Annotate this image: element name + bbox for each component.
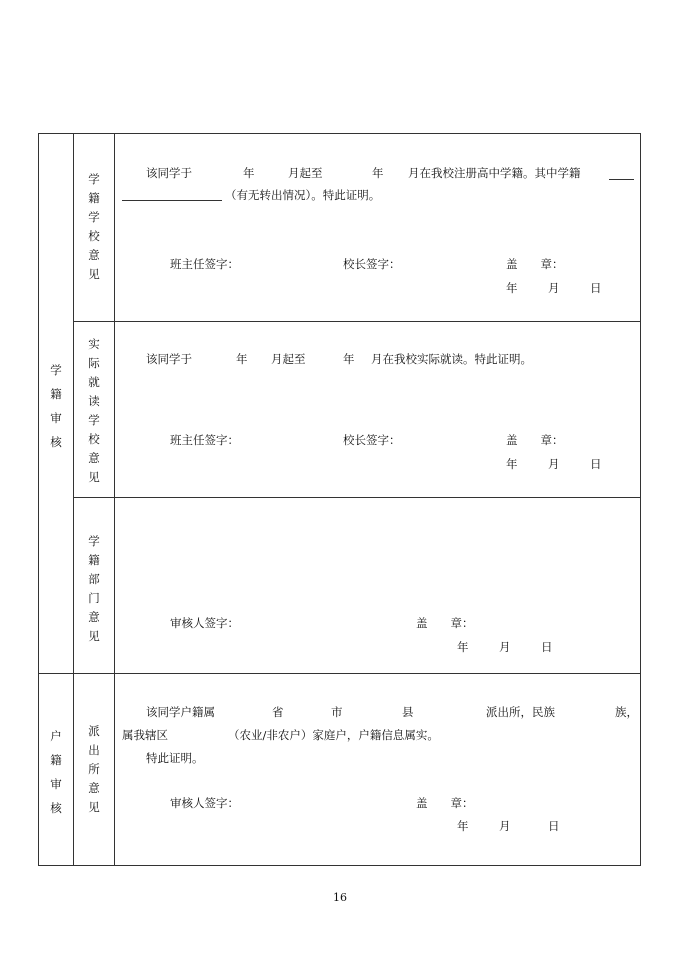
r4-text-city: 市 [331,705,343,719]
r2-text-year-2: 年 [343,352,355,366]
r1-blank-line-1[interactable] [609,179,634,180]
r2-text-classmate-from: 该同学于 [146,352,192,366]
r1-text-registered: 月在我校注册高中学籍。其中学籍 [408,166,581,180]
r3-sig-reviewer: 审核人签字： [170,616,239,630]
r4-date-day: 日 [548,819,560,833]
row-divider-2 [73,497,641,498]
table-border-top [38,133,641,134]
r1-date-month: 月 [548,281,560,295]
row-label-enrollment-dept-opinion: 学 籍 部 门 意 见 [88,534,100,643]
row-label-enrollment-school-opinion: 学 籍 学 校 意 见 [88,172,100,281]
column-divider-2 [114,133,115,866]
r3-date-year: 年 [457,640,469,654]
r4-date-month: 月 [499,819,511,833]
row-label-police-station-opinion: 派 出 所 意 见 [88,724,100,814]
r4-text-certify: 特此证明。 [146,751,204,765]
r2-text-month-until: 月起至 [271,352,306,366]
page-number: 16 [333,891,347,904]
row-divider-1 [73,321,641,322]
r4-text-ethnic-group: 族， [615,705,638,719]
r2-date-year: 年 [506,457,518,471]
r4-text-household-type: （农业/非农户）家庭户，户籍信息属实。 [228,728,439,742]
r1-text-year-2: 年 [372,166,384,180]
r4-date-year: 年 [457,819,469,833]
r4-text-jurisdiction: 属我辖区 [122,728,168,742]
section-divider [38,673,641,674]
r1-sig-principal: 校长签字： [343,257,401,271]
r2-text-year-1: 年 [236,352,248,366]
r1-seal: 盖 章： [506,257,564,271]
r4-text-police-ethnicity: 派出所，民族 [486,705,555,719]
r1-date-year: 年 [506,281,518,295]
column-divider-1 [73,133,74,866]
r2-seal: 盖 章： [506,433,564,447]
r1-sig-head-teacher: 班主任签字： [170,257,239,271]
table-border-left [38,133,39,866]
r4-text-county: 县 [402,705,414,719]
r2-date-month: 月 [548,457,560,471]
table-border-right [640,133,641,866]
r2-date-day: 日 [590,457,602,471]
table-border-bottom [38,865,641,866]
row-label-actual-school-opinion: 实 际 就 读 学 校 意 见 [88,337,100,484]
r3-seal: 盖 章： [416,616,474,630]
section-label-household-review: 户 籍 审 核 [50,729,62,815]
r4-seal: 盖 章： [416,796,474,810]
r1-blank-line-2[interactable] [122,200,222,201]
r1-text-classmate-from: 该同学于 [146,166,192,180]
r1-text-year-1: 年 [243,166,255,180]
r3-date-day: 日 [541,640,553,654]
r1-text-transfer-note: （有无转出情况）。特此证明。 [225,188,381,202]
r1-text-month-until: 月起至 [288,166,323,180]
r4-sig-reviewer: 审核人签字： [170,796,239,810]
r3-date-month: 月 [499,640,511,654]
r2-sig-head-teacher: 班主任签字： [170,433,239,447]
r2-sig-principal: 校长签字： [343,433,401,447]
r4-text-province: 省 [272,705,284,719]
r1-date-day: 日 [590,281,602,295]
r2-text-attending: 月在我校实际就读。特此证明。 [371,352,532,366]
r4-text-household-of: 该同学户籍属 [146,705,215,719]
section-label-enrollment-review: 学 籍 审 核 [50,363,62,449]
